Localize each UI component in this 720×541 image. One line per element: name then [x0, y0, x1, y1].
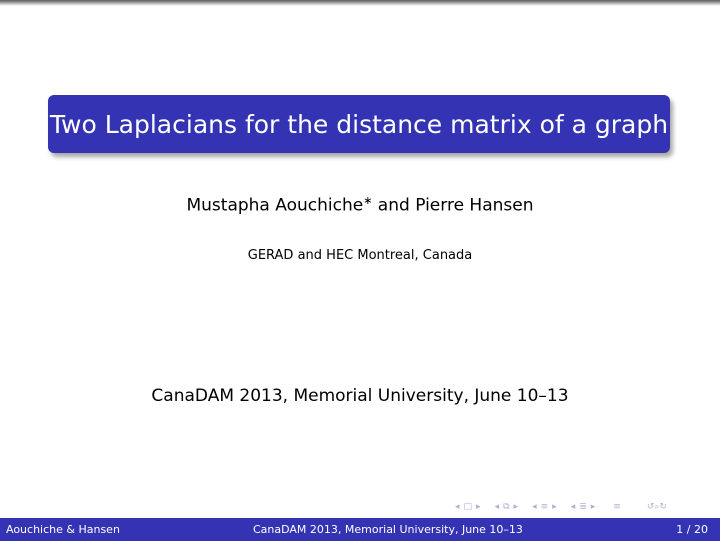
event-date: CanaDAM 2013, Memorial University, June 10–13 [151, 386, 569, 406]
top-shadow [0, 0, 720, 6]
author-footnote-mark: ∗ [363, 194, 373, 207]
subsection-next-icon[interactable]: ▸ [590, 502, 596, 512]
footer-authors: Aouchiche & Hansen [6, 523, 120, 536]
navigation-bar [455, 500, 715, 514]
author-names-rest: and Pierre Hansen [372, 195, 534, 216]
section-prev-icon[interactable]: ◂ [532, 502, 537, 512]
align-icon[interactable]: ≡ [613, 502, 621, 512]
frame-prev-icon[interactable]: ◂ [455, 502, 460, 512]
section-next-icon[interactable]: ▸ [552, 502, 557, 512]
frame-next-icon[interactable]: ▸ [476, 502, 481, 512]
title-box [48, 95, 670, 153]
slide-title: Two Laplacians for the distance matrix of a graph [49, 109, 669, 139]
subframe-next-icon[interactable]: ▸ [513, 502, 519, 512]
section-icon[interactable]: ≡ [540, 502, 549, 512]
footer-page-number: 1 / 20 [676, 523, 708, 536]
subsection-prev-icon[interactable]: ◂ [570, 502, 576, 512]
search-icon[interactable]: ↺⌕↻ [646, 502, 667, 512]
subframe-prev-icon[interactable]: ◂ [494, 502, 500, 512]
footer-event: CanaDAM 2013, Memorial University, June 10–13 [253, 523, 523, 536]
subsection-icon[interactable]: ≣ [579, 502, 587, 512]
frame-icon[interactable]: □ [463, 502, 473, 512]
subframe-icon[interactable]: ⧉ [503, 502, 510, 512]
author-names: Mustapha Aouchiche [186, 195, 364, 216]
institute: GERAD and HEC Montreal, Canada [247, 248, 473, 263]
authors [0, 194, 720, 216]
footer-bar [0, 518, 720, 541]
